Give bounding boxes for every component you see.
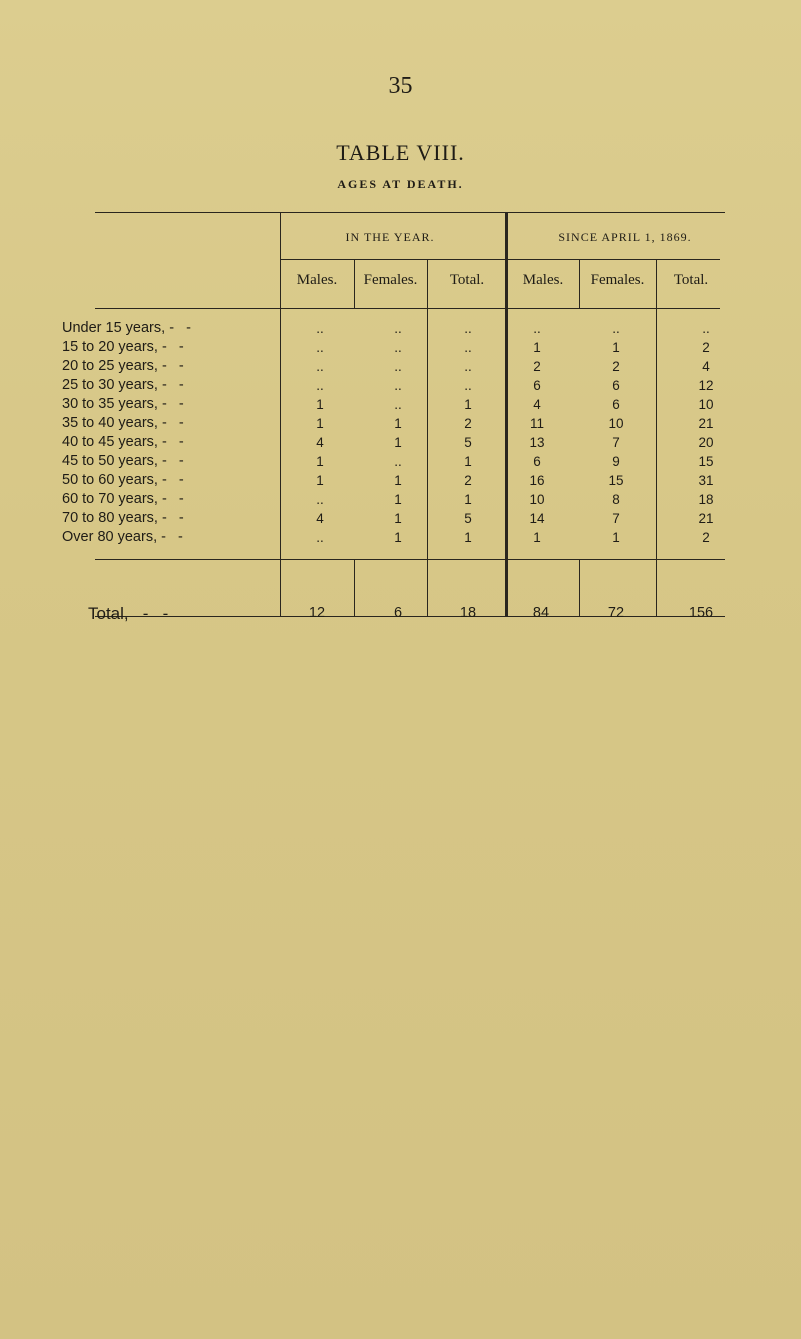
row-label: 30 to 35 years, - - [62,396,184,412]
col-divider-5 [656,259,657,616]
table-cell: 1 [316,473,324,488]
table-cell: 10 [529,492,545,507]
column-header: Males. [522,272,564,288]
table-cell: 2 [612,359,620,374]
table-cell: 21 [698,416,714,431]
table-cell: 1 [464,492,472,507]
table-cell: 2 [702,340,710,355]
row-label: 70 to 80 years, - - [62,510,184,526]
table-cell: 5 [464,511,472,526]
table-cell: .. [316,530,324,545]
total-cell: 12 [308,605,326,621]
table-cell: 11 [529,416,544,431]
row-label: Under 15 years, - - [62,320,191,336]
total-cell: 156 [688,605,714,621]
table-cell: 1 [316,397,324,412]
table-cell: 2 [464,473,472,488]
column-header: Total. [673,272,709,288]
table-cell: 18 [698,492,714,507]
table-cell: 2 [702,530,710,545]
row-label: 25 to 30 years, - - [62,377,184,393]
table-cell: .. [394,359,402,374]
table-cell: .. [612,321,620,336]
row-label: 60 to 70 years, - - [62,491,184,507]
table-cell: .. [464,321,472,336]
table-cell: 12 [698,378,714,393]
table-cell: 2 [464,416,472,431]
table-cell: .. [533,321,541,336]
table-cell: .. [464,359,472,374]
header-bottom-rule [95,308,720,309]
table-cell: .. [702,321,710,336]
table-cell: 1 [394,435,402,450]
total-cell: 84 [532,605,550,621]
table-cell: .. [394,321,402,336]
table-cell: 1 [316,416,324,431]
table-cell: .. [464,340,472,355]
table-cell: 1 [533,530,541,545]
page-number: 35 [388,73,413,99]
group-header-since-april: SINCE APRIL 1, 1869. [558,230,692,244]
row-label: 15 to 20 years, - - [62,339,184,355]
table-cell: 4 [702,359,710,374]
table-cell: .. [394,397,402,412]
table-cell: .. [394,454,402,469]
header-mid-rule [280,259,720,260]
table-cell: 9 [612,454,620,469]
table-cell: 6 [533,454,541,469]
row-label: Over 80 years, - - [62,529,183,545]
table-cell: .. [464,378,472,393]
table-cell: 7 [612,435,620,450]
table-cell: 1 [612,530,620,545]
table-cell: 1 [464,454,472,469]
table-title: TABLE VIII. [336,140,465,165]
table-cell: 1 [612,340,620,355]
table-cell: 7 [612,511,620,526]
column-header: Females. [363,272,418,288]
table-cell: 4 [316,511,324,526]
col-divider-2 [427,259,428,616]
table-cell: 8 [612,492,620,507]
col-divider-4b [579,559,580,616]
table-cell: 10 [698,397,714,412]
column-header: Females. [590,272,645,288]
table-cell: 10 [608,416,624,431]
table-cell: .. [316,340,324,355]
table-cell: .. [316,359,324,374]
table-cell: 6 [612,378,620,393]
row-label: 50 to 60 years, - - [62,472,184,488]
table-cell: 1 [394,492,402,507]
table-cell: 15 [608,473,624,488]
table-cell: .. [316,492,324,507]
row-label: 40 to 45 years, - - [62,434,184,450]
total-cell: 6 [393,605,403,621]
column-header: Total. [449,272,485,288]
col-divider-1b [354,559,355,616]
total-cell: 72 [607,605,625,621]
table-cell: 16 [529,473,545,488]
table-cell: 1 [533,340,541,355]
total-cell: 18 [459,605,477,621]
row-label: 35 to 40 years, - - [62,415,184,431]
body-bottom-rule [95,559,725,560]
group-header-in-the-year: IN THE YEAR. [345,230,435,244]
table-cell: 4 [316,435,324,450]
row-label: 45 to 50 years, - - [62,453,184,469]
table-cell: 14 [529,511,545,526]
table-cell: 1 [394,530,402,545]
table-cell: 2 [533,359,541,374]
table-cell: 1 [464,397,472,412]
table-cell: 13 [529,435,545,450]
top-rule [95,212,725,213]
column-header: Males. [296,272,338,288]
table-cell: 31 [698,473,714,488]
row-label: 20 to 25 years, - - [62,358,184,374]
table-cell: 5 [464,435,472,450]
table-subtitle: AGES AT DEATH. [337,177,464,191]
table-cell: .. [316,321,324,336]
table-cell: 6 [533,378,541,393]
table-cell: .. [316,378,324,393]
table-cell: 1 [394,473,402,488]
table-cell: 20 [698,435,714,450]
table-cell: 15 [698,454,714,469]
total-row-label: Total, - - [88,604,169,623]
table-cell: 4 [533,397,541,412]
table-cell: 1 [464,530,472,545]
table-cell: 1 [394,511,402,526]
table-cell: 21 [698,511,714,526]
table-cell: 6 [612,397,620,412]
table-cell: .. [394,378,402,393]
table-cell: .. [394,340,402,355]
table-cell: 1 [394,416,402,431]
table-cell: 1 [316,454,324,469]
